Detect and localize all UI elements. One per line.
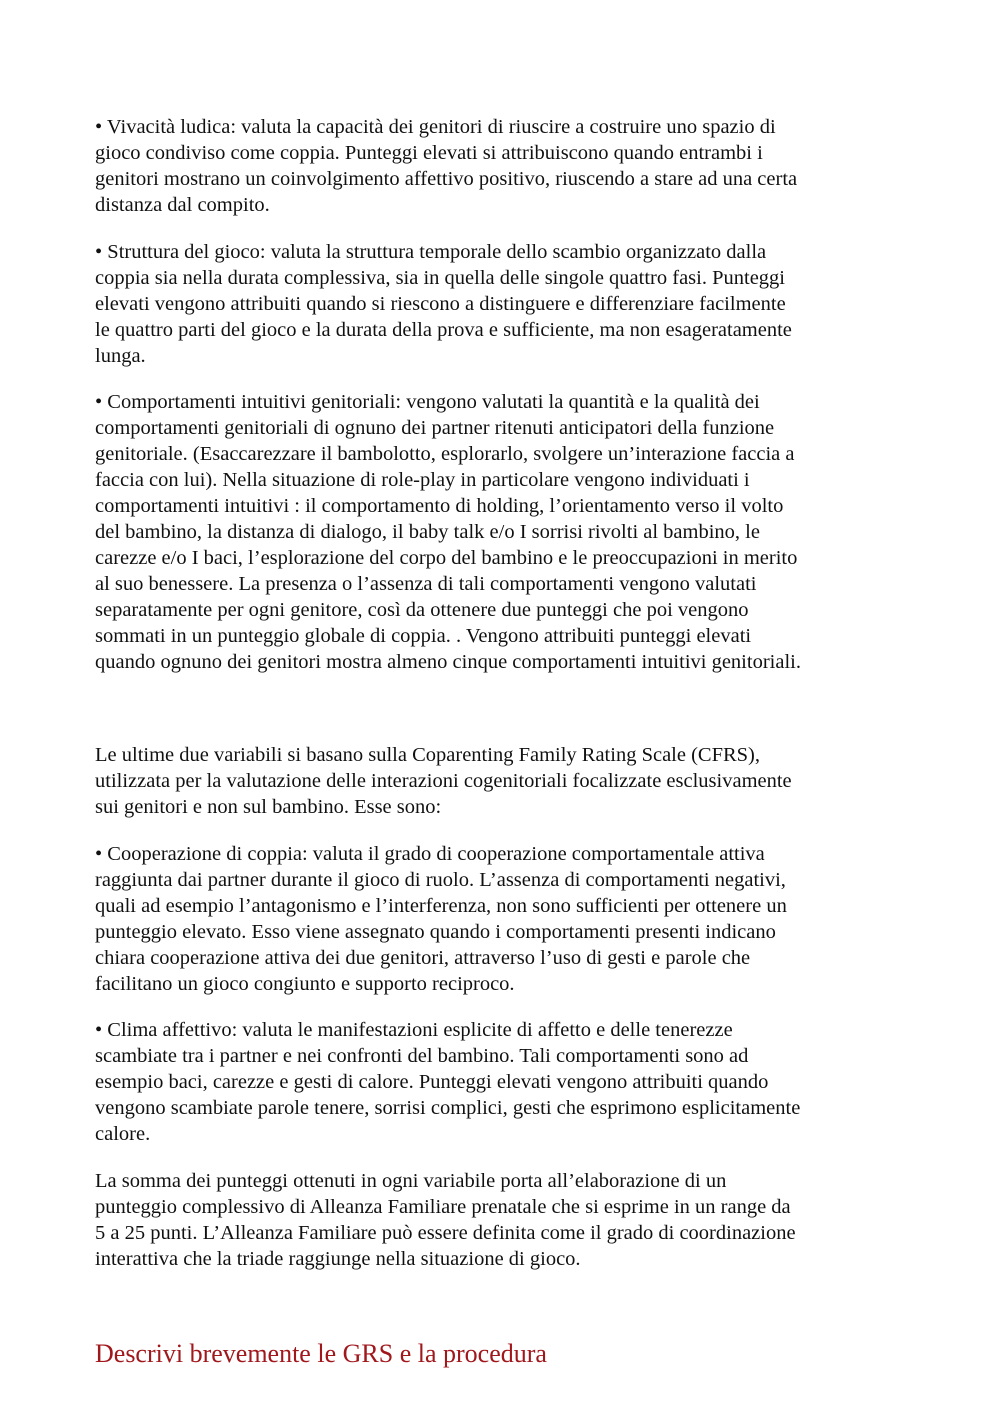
paragraph-cfrs-intro: Le ultime due variabili si basano sulla Coparenting Family Rating Scale (CFRS), utilizzata per la valutazione delle interazioni cogenitoriali focalizzate esclusivamente sui genitori e non sul bambino. Esse sono:: [95, 744, 792, 818]
paragraph-cooperazione-di-coppia: • Cooperazione di coppia: valuta il grado di cooperazione comportamentale attiva raggiunta dai partner durante il gioco di ruolo. L’assenza di comportamenti negativi, quali ad esempio l’antagonismo e l’interferenza, non sono sufficienti per ottenere un punteggio elevato. Esso viene assegnato quando i comportamenti presenti indicano chiara cooperazione attiva dei due genitori, attraverso l’uso di gesti e parole che facilitano un gioco congiunto e supporto reciproco.: [95, 843, 787, 995]
paragraph-somma-punteggi: La somma dei punteggi ottenuti in ogni variabile porta all’elaborazione di un punteggio complessivo di Alleanza Familiare prenatale che si esprime in un range da 5 a 25 punti. L’Alleanza Familiare può essere definita come il grado di coordinazione interattiva che la triade raggiunge nella situazione di gioco.: [95, 1170, 796, 1270]
paragraph-struttura-del-gioco: • Struttura del gioco: valuta la struttura temporale dello scambio organizzato dalla coppia sia nella durata complessiva, sia in quella delle singole quattro fasi. Punteggi elevati vengono attribuiti quando si riescono a distinguere e differenziare facilmente le quattro parti del gioco e la durata della prova e sufficiente, ma non esageratamente lunga.: [95, 241, 792, 367]
paragraph-comportamenti-intuitivi: • Comportamenti intuitivi genitoriali: vengono valutati la quantità e la qualità dei comportamenti genitoriali di ognuno dei partner ritenuti anticipatori della funzione genitoriale. (Esaccarezzare il bambolotto, esplorarlo, svolgere un’interazione faccia a faccia con lui). Nella situazione di role-play in particolare vengono individuati i comportamenti intuitivi : il comportamento di holding, l’orientamento verso il volto del bambino, la distanza di dialogo, il baby talk e/o I sorrisi rivolti al bambino, le carezze e/o I baci, l’esplorazione del corpo del bambino e le preoccupazioni in merito al suo benessere. La presenza o l’assenza di tali comportamenti vengono valutati separatamente per ogni genitore, così da ottenere due punteggi che poi vengono sommati in un punteggio globale di coppia. . Vengono attribuiti punteggi elevati quando ognuno dei genitori mostra almeno cinque comportamenti intuitivi genitoriali.: [95, 391, 801, 673]
paragraph-clima-affettivo: • Clima affettivo: valuta le manifestazioni esplicite di affetto e delle tenerezze scambiate tra i partner e nei confronti del bambino. Tali comportamenti sono ad esempio baci, carezze e gesti di calore. Punteggi elevati vengono attribuiti quando vengono scambiate parole tenere, sorrisi complici, gesti che esprimono esplicitamente calore.: [95, 1019, 801, 1145]
section-heading: Descrivi brevemente le GRS e la procedura: [95, 1339, 547, 1368]
paragraph-vivacita-ludica: • Vivacità ludica: valuta la capacità dei genitori di riuscire a costruire uno spazio di gioco condiviso come coppia. Punteggi elevati si attribuiscono quando entrambi i genitori mostrano un coinvolgimento affettivo positivo, riuscendo a stare ad una certa distanza dal compito.: [95, 116, 798, 216]
